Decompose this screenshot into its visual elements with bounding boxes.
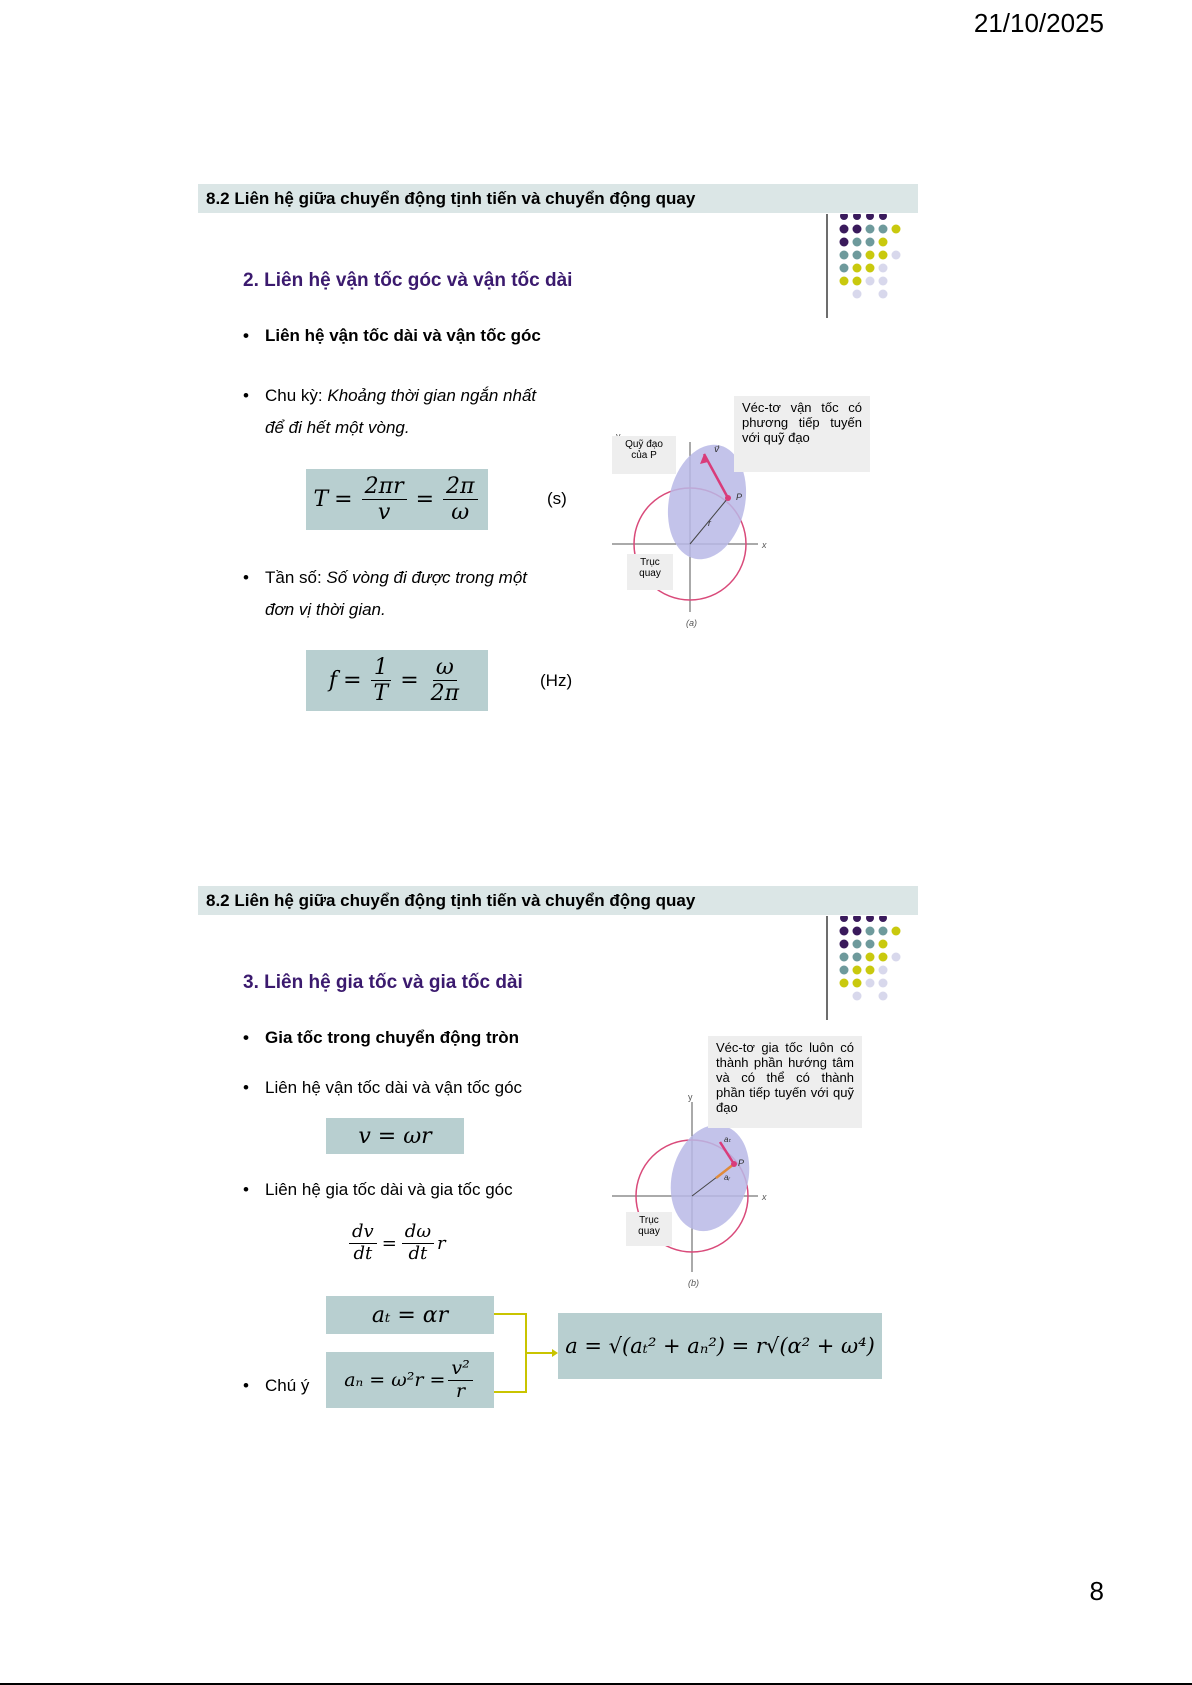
bullet-text: Liên hệ gia tốc dài và gia tốc góc [265,1180,513,1199]
decorative-dots [836,214,906,304]
velocity-label: v⃗ [714,444,720,454]
fraction [349,1222,377,1264]
bullet-dot: • [243,386,249,405]
bullet-period [243,380,536,444]
fraction [448,1358,472,1403]
numerator: 1 [371,655,391,681]
slide-header: 8.2 Liên hệ giữa chuyển động tịnh tiến và chuyển động quay [198,886,918,915]
formula-operator: = [343,668,362,693]
slide-header: 8.2 Liên hệ giữa chuyển động tịnh tiến và chuyển động quay [198,184,918,213]
bullet-note [243,1370,309,1402]
divider-line [826,916,828,1020]
unit-seconds: (s) [547,489,567,508]
point-p [731,1161,737,1167]
axis-x-label: x [762,540,767,550]
divider-line [826,214,828,318]
bullet-dot: • [243,326,249,345]
bullet-label: Chu kỳ: [265,386,328,405]
bullet-dot: • [243,568,249,587]
bullet-text: Liên hệ vận tốc dài và vận tốc góc [265,1078,523,1097]
formula-symbol: r [437,1232,446,1254]
slide-1 [198,184,920,744]
formula-dv-dt [346,1222,446,1264]
bullet-text: Gia tốc trong chuyển động tròn [265,1028,520,1047]
numerator: dω [402,1222,434,1244]
radius-label: r [708,518,711,528]
denominator: r [456,1379,466,1402]
bullet-italic-text: Số vòng đi được trong một [326,568,528,587]
denominator: dt [408,1242,428,1264]
page-number: 8 [1089,1576,1104,1606]
bracket-line [494,1314,526,1392]
fraction [402,1222,434,1264]
note-acceleration-components: Véc-tơ gia tốc luôn có thành phần hướng tâm và có thể có thành phần tiếp tuyến với quỹ đạo [708,1036,862,1128]
formula-symbol: f [328,668,338,693]
fraction [428,655,462,707]
denominator: 2π [430,681,460,706]
label-rotation-axis: Trục quay [626,1212,672,1246]
bullet-italic-text: để đi hết một vòng. [265,418,410,437]
connector-bracket [494,1310,558,1396]
point-label: P [736,492,743,502]
label-path-of-p: Quỹ đạo của P [612,436,676,474]
a-t-label: aₜ [724,1135,731,1144]
fraction [443,474,477,526]
fraction [362,474,407,526]
numerator: v² [448,1358,472,1381]
slide-2 [198,886,920,1446]
denominator: v [377,500,391,525]
caption-label: (a) [686,618,697,628]
unit-hertz: (Hz) [540,671,573,690]
point-p [725,495,731,501]
formula-frequency [306,650,488,711]
bullet-italic-text: đơn vị thời gian. [265,600,386,619]
bullet-frequency [243,562,527,626]
formula-text: aₙ = ω²r = [344,1369,446,1391]
denominator: ω [451,500,470,525]
formula-symbol: T [313,487,329,512]
numerator: 2π [443,474,477,500]
numerator: 2πr [362,474,407,500]
formula-centripetal-acceleration [326,1352,494,1408]
bullet-italic-text: Khoảng thời gian ngắn nhất [327,386,537,405]
note-velocity-tangent: Véc-tơ vận tốc có phương tiếp tuyến với quỹ đạo [734,396,870,472]
label-rotation-axis: Trục quay [627,554,673,590]
denominator: T [373,681,389,706]
formula-period [306,469,488,530]
dot-grid [840,916,901,1001]
fraction [371,655,392,707]
bullet-text: Liên hệ vận tốc dài và vận tốc góc [265,326,541,345]
bullet-dot: • [243,1028,249,1047]
formula-total-acceleration: a = √(aₜ² + aₙ²) = r√(α² + ω⁴) [558,1313,882,1379]
section-title: 3. Liên hệ gia tốc và gia tốc dài [243,972,523,993]
numerator: ω [433,655,457,681]
rotating-disk [659,1116,760,1240]
formula-operator: = [381,1232,397,1254]
bullet-velocity-relation [243,1072,522,1104]
dot-grid [840,214,901,299]
bullet-acceleration-relation [243,1174,513,1206]
formula-v-omega-r: v = ωr [326,1118,464,1154]
numerator: dv [349,1222,377,1244]
point-label: P [738,1158,745,1168]
formula-operator: = [334,487,353,512]
axis-y-label: y [688,1092,693,1102]
date: 21/10/2025 [973,8,1104,38]
bullet-label: Tần số: [265,568,327,587]
bullet-text: Chú ý [265,1376,310,1395]
section-title: 2. Liên hệ vận tốc góc và vận tốc dài [243,270,573,291]
formula-operator: = [400,668,419,693]
bullet-dot: • [243,1078,249,1097]
axis-x-label: x [762,1192,767,1202]
bullet-dot: • [243,1180,249,1199]
denominator: dt [353,1242,373,1264]
decorative-dots [836,916,906,1006]
bullet-circular-acceleration [243,1022,519,1054]
bullet-velocity-relation [243,320,541,352]
bullet-dot: • [243,1376,249,1395]
formula-tangential-acceleration: aₜ = αr [326,1296,494,1334]
formula-operator: = [415,487,435,512]
a-r-label: aᵣ [724,1173,730,1182]
caption-label: (b) [688,1278,699,1288]
